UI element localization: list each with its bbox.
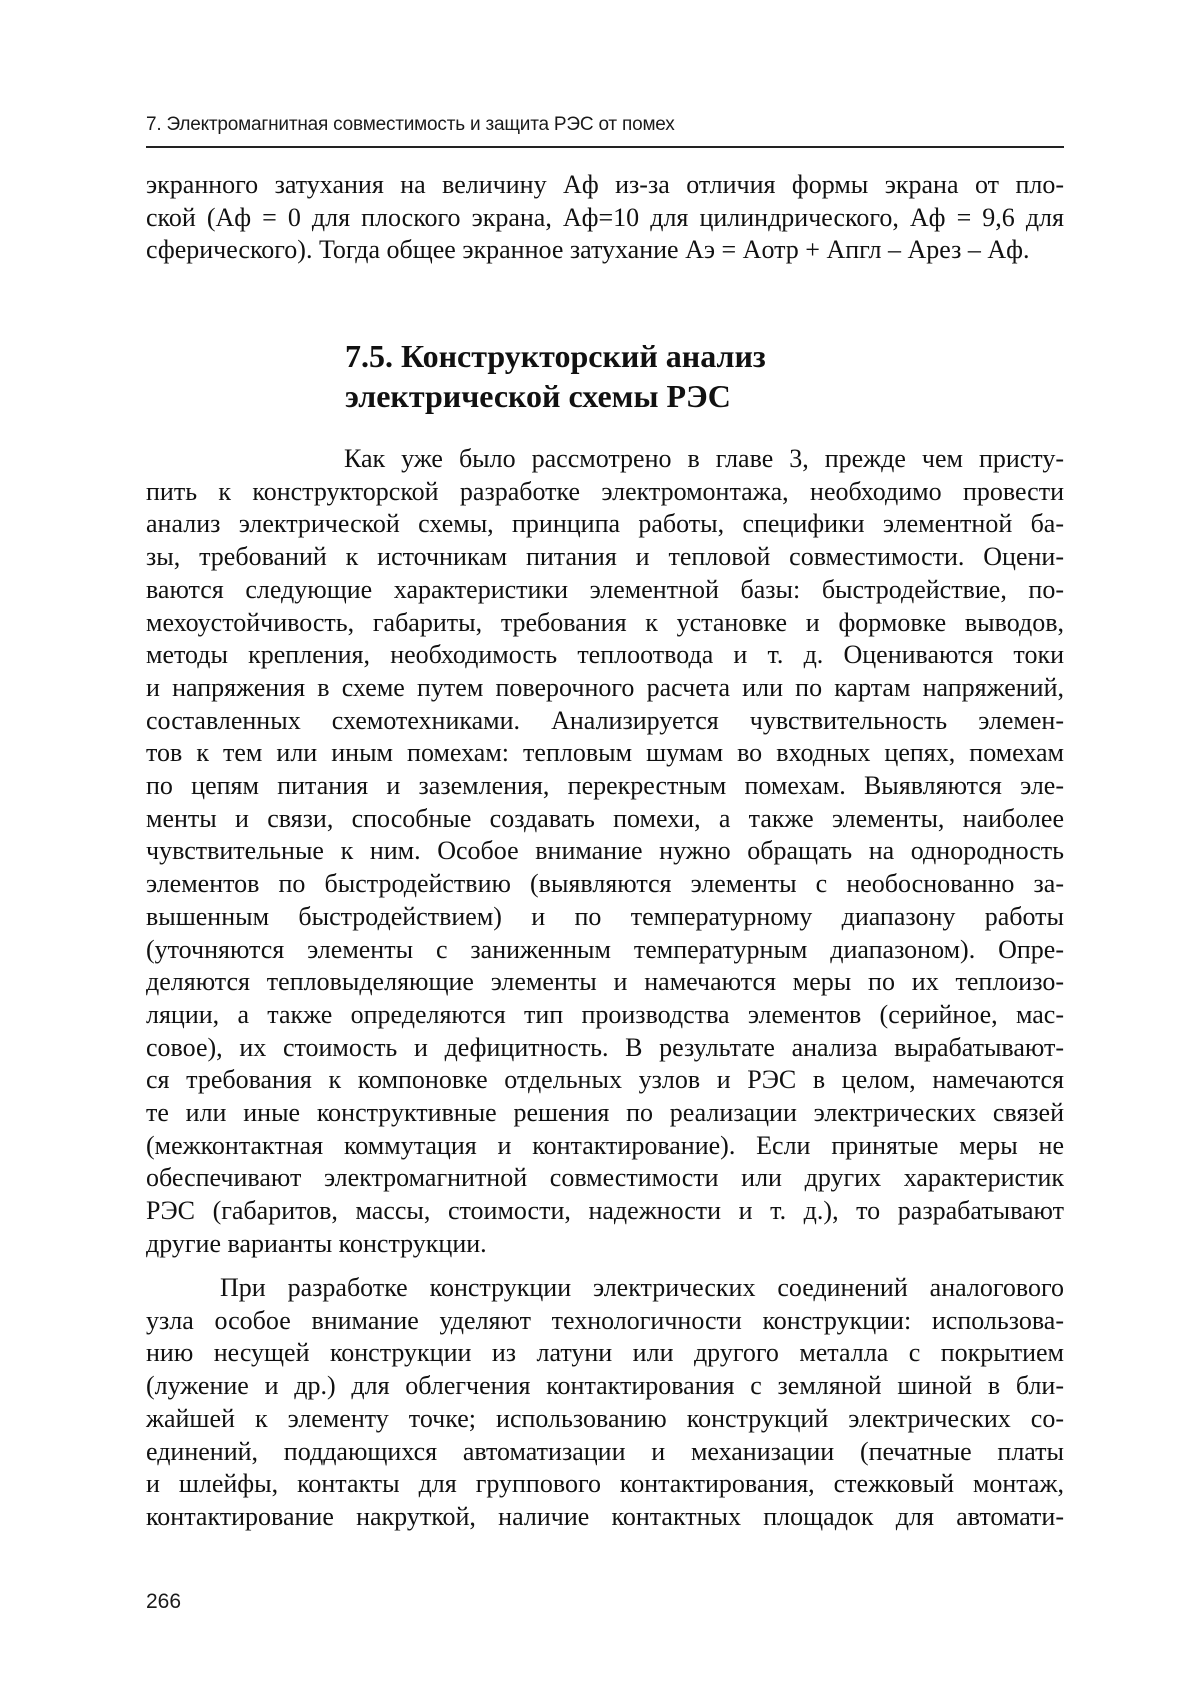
text-line: менты и связи, способные создавать помехи, а также элементы, наиболее xyxy=(146,803,1064,833)
text-line: элементов по быстродействию (выявляются элементы с необоснованно за- xyxy=(146,869,1064,899)
text-line: (межконтактная коммутация и контактирование). Если принятые меры не xyxy=(146,1130,1064,1160)
text-line: методы крепления, необходимость теплоотвода и т. д. Оцениваются токи xyxy=(146,640,1064,670)
text-line: чувствительные к ним. Особое внимание нужно обращать на однородность xyxy=(146,836,1064,866)
text-line: другие варианты конструкции. xyxy=(146,1228,487,1258)
text-line: ляции, а также определяются тип производства элементов (серийное, мас- xyxy=(146,999,1064,1029)
text-line: РЭС (габаритов, массы, стоимости, надежности и т. д.), то разрабатывают xyxy=(146,1196,1064,1226)
text-line: контактирование накруткой, наличие контактных площадок для автомати- xyxy=(146,1501,1064,1531)
text-line: Как уже было рассмотрено в главе 3, прежде чем присту- xyxy=(344,444,1064,473)
text-line: пить к конструкторской разработке электромонтажа, необходимо провести xyxy=(146,476,1064,506)
section-heading-line: электрической схемы РЭС xyxy=(345,378,731,414)
text-line: (уточняются элементы с заниженным температурным диапазоном). Опре- xyxy=(146,934,1064,964)
page-number: 266 xyxy=(146,1590,182,1613)
text-line: тов к тем или иным помехам: тепловым шумам во входных цепях, помехам xyxy=(146,738,1064,768)
paragraph-continuation xyxy=(146,169,1064,267)
text-line: те или иные конструктивные решения по реализации электрических связей xyxy=(146,1098,1064,1128)
text-line: и напряжения в схеме путем поверочного расчета или по картам напряжений, xyxy=(146,672,1064,702)
section-heading-line: 7.5. Конструкторский анализ xyxy=(345,338,766,374)
text-line: зы, требований к источникам питания и тепловой совместимости. Оцени- xyxy=(146,542,1064,572)
text-line: единений, поддающихся автоматизации и механизации (печатные платы xyxy=(146,1436,1064,1466)
text-line: анализ электрической схемы, принципа работы, специфики элементной ба- xyxy=(146,509,1064,539)
text-line: ваются следующие характеристики элементной базы: быстродействие, по- xyxy=(146,574,1064,604)
text-line: обеспечивают электромагнитной совместимости или других характеристик xyxy=(146,1163,1064,1193)
text-line: по цепям питания и заземления, перекрестным помехам. Выявляются эле- xyxy=(146,771,1064,801)
text-line: ской (Aф = 0 для плоского экрана, Aф=10 для цилиндрического, Aф = 9,6 для xyxy=(146,202,1064,232)
text-line: ся требования к компоновке отдельных узлов и РЭС в целом, намечаются xyxy=(146,1065,1064,1095)
text-line: сферического). Тогда общее экранное затухание Aэ = Aотр + Aпгл – Aрез – Aф. xyxy=(146,235,1030,265)
text-line: и шлейфы, контакты для группового контактирования, стежковый монтаж, xyxy=(146,1469,1064,1499)
text-line: экранного затухания на величину Aф из-за отличия формы экрана от пло- xyxy=(146,170,1064,199)
text-line: совое), их стоимость и дефицитность. В результате анализа вырабатывают- xyxy=(146,1032,1064,1062)
paragraph-design xyxy=(146,1272,1064,1534)
text-line: При разработке конструкции электрических соединений аналогового xyxy=(220,1273,1064,1302)
text-line: составленных схемотехниками. Анализируется чувствительность элемен- xyxy=(146,705,1064,735)
text-line: жайшей к элементу точке; использованию конструкций электрических со- xyxy=(146,1403,1064,1433)
text-line: (лужение и др.) для облегчения контактирования с земляной шиной в бли- xyxy=(146,1371,1064,1401)
running-head: 7. Электромагнитная совместимость и защита РЭС от помех xyxy=(146,114,675,135)
text-line: деляются тепловыделяющие элементы и намечаются меры по их теплоизо- xyxy=(146,967,1064,997)
text-line: мехоустойчивость, габариты, требования к установке и формовке выводов, xyxy=(146,607,1064,637)
text-line: вышенным быстродействием) и по температурному диапазону работы xyxy=(146,901,1064,931)
paragraph-analysis xyxy=(146,443,1064,1261)
section-heading xyxy=(345,336,1045,416)
text-line: нию несущей конструкции из латуни или другого металла с покрытием xyxy=(146,1338,1064,1368)
text-line: узла особое внимание уделяют технологичности конструкции: использова- xyxy=(146,1305,1064,1335)
header-rule xyxy=(146,146,1064,148)
